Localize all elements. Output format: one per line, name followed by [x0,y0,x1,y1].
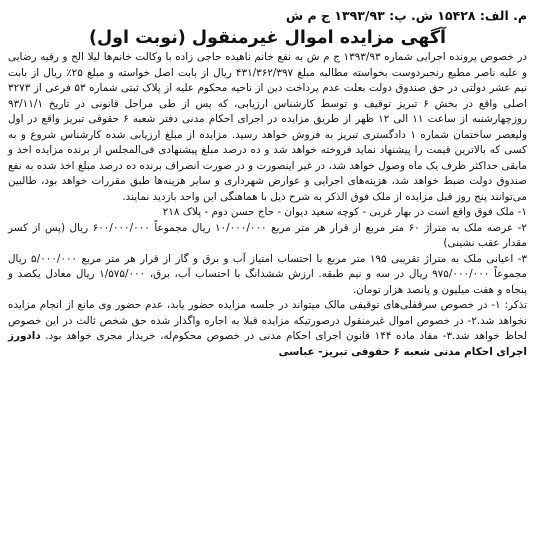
notice-body [8,50,527,360]
item-land-area: ۲- عرصه ملک به متراژ ۶۰ متر مربع از قرار هر متر مربع ۱۰/۰۰۰/۰۰۰ ریال مجموعاً ۶۰۰/۰۰۰/۰۰۰ ریال (پس از کسر مقدار عقب نشینی) [8,221,527,249]
note-text: تذکر: ۱- در خصوص سرقفلی‌های توقیفی مالک میتواند در جلسه مزایده حضور یابد، عدم حضور وی مانع از انجام مزایده نخواهد شد.۲- در خصوص اموال غیرمنقول درصورتیکه مزایده قبلا به اجاره واگذار شده حق شخص ثالث در این خصوص لحاظ خواهد شد.۳- مفاد ماده ۱۴۴ قانون اجرای احکام مدنی در خصوص محکوم‌له، خریدار مجری خواهد بود. [8,299,527,342]
reference-line: م. الف: ۱۵۴۲۸ ش. پ: ۱۳۹۳/۹۳ ج م ش [285,8,527,23]
intro-paragraph: در خصوص پرونده اجرایی شماره ۱۳۹۳/۹۳ ج م ش به نفع خانم ناهیده حاجی زاده با وکالت خانم‌ها لیلا الح و رقیه رضایی و علیه ناصر مطیع رنجبردوست بخواسته مطالبه مبلغ ۴۳۱/۳۶۲/۳۹۷ ریال از بابت اصل خواسته و مبلغ ۲۵٪ ریال از بابت نیم عشر دولتی در حق صندوق دولت بعلت عدم پرداخت دین از ناحیه محکوم علیه از پلاک ثبتی شماره ۵۳ فرعی از ۳۲۷۳ اصلی واقع در بخش ۶ تبریز توقیف و توسط کارشناس ارزیابی، که پس از طی مراحل قانونی در تاریخ ۹۳/۱۱/۱ روزچهارشنبه از ساعت ۱۱ الی ۱۲ ظهر از طریق مزایده در اجرای احکام مدنی دفتر شعبه ۶ حقوقی تبریز واقع در اول ولیعصر ساختمان شماره ۱ دادگستری تبریز به فروش خواهد رسید. مزایده از مبلغ ارزیابی شده کارشناس شروع و به کسی که بالاترین قیمت را پیشنهاد نماید فروخته خواهد شد و ده درصد مبلغ پیشنهادی فی‌المجلس از برنده مزایده اخذ و مابقی حداکثر ظرف یک ماه وصول خواهد شد، در غیر اینصورت و در صورت انصراف برنده ده درصد مبلغ اخذ شده به نفع صندوق دولت ضبط خواهد شد، هزینه‌های اجرایی و عوارض شهرداری و سایر هزینه‌ها طبق مقررات خواهد بود، طالبین می‌توانند پنج روز قبل مزایده از ملک فوق الذکر به شرح ذیل با هماهنگی این واحد بازدید نمایند. [8,51,528,203]
item-location: ۱- ملک فوق واقع است در بهار غربی - کوچه سعید دیوان - حاج حسن دوم - پلاک ۲۱۸ [162,206,527,218]
notice-title: آگهی مزایده اموال غیرمنقول (نوبت اول) [88,28,447,48]
item-building: ۳- اعیانی ملک به متراژ تقریبی ۱۹۵ متر مربع با احتساب امتیاز آب و برق و گاز از قرار هر متر مربع ۵/۰۰۰/۰۰۰ ریال مجموعاً ۹۷۵/۰۰۰/۰۰۰ ریال در سه و نیم طبقه. ارزش ششدانگ با احتساب آب، برق، ۱/۵۷۵/۰۰۰ ریال معادل یکصد و پنجاه و هفت میلیون و پانصد هزار تومان. [8,252,528,296]
signature: دادورز اجرای احکام مدنی شعبه ۶ حقوقی تبریز- عباسی [8,330,527,358]
note-paragraph [8,298,527,360]
